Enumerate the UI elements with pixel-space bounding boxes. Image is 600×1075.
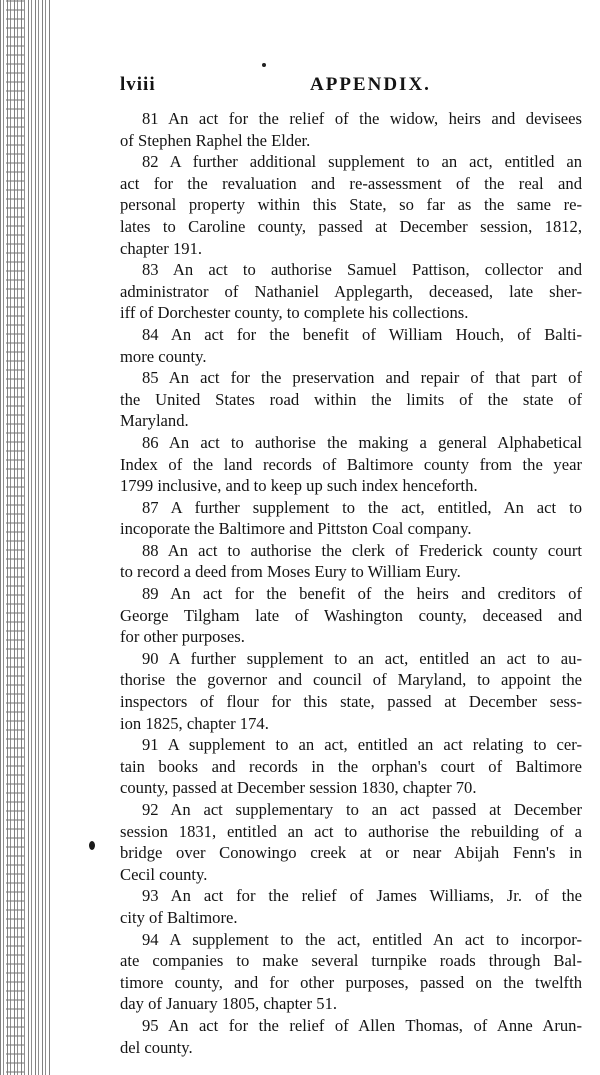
entry-line: 81 An act for the relief of the widow, heirs and devisees: [142, 109, 582, 128]
appendix-entry: [120, 583, 582, 648]
entry-line: county, passed at December session 1830, chapter 70.: [120, 778, 477, 798]
entry-line: city of Baltimore.: [120, 907, 238, 927]
binding-edge: [0, 0, 52, 1075]
entry-line: 85 An act for the preservation and repair of that part of: [142, 368, 582, 388]
entry-line: iff of Dorchester county, to complete his collections.: [120, 303, 469, 323]
entry-line: session 1831, entitled an act to authorise the rebuilding of a: [120, 821, 582, 841]
appendix-entry: [120, 432, 582, 497]
entry-line: 92 An act supplementary to an act passed at December: [142, 800, 582, 819]
entry-line: of Stephen Raphel the Elder.: [120, 130, 311, 150]
entry-line: timore county, and for other purposes, passed on the twelfth: [120, 972, 582, 992]
appendix-entry: [120, 734, 582, 799]
entry-line: Index of the land records of Baltimore county from the year: [120, 454, 582, 474]
entry-line: to record a deed from Moses Eury to William Eury.: [120, 562, 461, 582]
entry-line: 1799 inclusive, and to keep up such index henceforth.: [120, 476, 478, 496]
appendix-entry: [120, 1015, 582, 1058]
running-title: APPENDIX.: [310, 74, 431, 95]
appendix-entry: [120, 324, 582, 367]
entry-line: day of January 1805, chapter 51.: [120, 994, 338, 1014]
entry-line: for other purposes.: [120, 627, 245, 647]
appendix-entry: [120, 108, 582, 151]
entry-line: thorise the governor and council of Maryland, to appoint the: [120, 670, 582, 690]
entry-line: Maryland.: [120, 411, 189, 431]
entry-line: 88 An act to authorise the clerk of Frederick county court: [142, 540, 582, 560]
entry-line: 93 An act for the relief of James Williams, Jr. of the: [142, 886, 582, 906]
entry-line: lates to Caroline county, passed at December session, 1812,: [120, 216, 582, 236]
appendix-entry: [120, 648, 582, 734]
appendix-entry: [120, 540, 582, 583]
entry-line: 90 A further supplement to an act, entitled an act to au-: [142, 648, 582, 668]
appendix-entries: [120, 108, 582, 1058]
entry-line: inspectors of flour for this state, passed at December sess-: [120, 692, 582, 712]
entry-line: the United States road within the limits of the state of: [120, 389, 582, 409]
entry-line: del county.: [120, 1037, 193, 1057]
entry-line: administrator of Nathaniel Applegarth, deceased, late sher-: [120, 281, 582, 301]
entry-line: tain books and records in the orphan's court of Baltimore: [120, 756, 582, 776]
entry-line: Cecil county.: [120, 864, 208, 884]
entry-line: 95 An act for the relief of Allen Thomas, of Anne Arun-: [142, 1015, 582, 1035]
page-header: [120, 74, 580, 98]
appendix-entry: [120, 367, 582, 432]
entry-line: 83 An act to authorise Samuel Pattison, collector and: [142, 260, 582, 280]
entry-line: 94 A supplement to the act, entitled An act to incorpor-: [142, 929, 582, 949]
entry-line: incoporate the Baltimore and Pittston Coal company.: [120, 519, 472, 539]
entry-line: 82 A further additional supplement to an act, entitled an: [142, 152, 582, 172]
appendix-entry: [120, 151, 582, 259]
entry-line: 86 An act to authorise the making a general Alphabetical: [142, 432, 582, 452]
entry-line: 91 A supplement to an act, entitled an act relating to cer-: [142, 735, 582, 755]
entry-line: 84 An act for the benefit of William Houch, of Balti-: [142, 324, 582, 344]
entry-line: bridge over Conowingo creek at or near Abijah Fenn's in: [120, 843, 582, 863]
ink-speck: [262, 63, 266, 67]
entry-line: 89 An act for the benefit of the heirs and creditors of: [142, 584, 582, 604]
entry-line: George Tilgham late of Washington county, deceased and: [120, 605, 582, 625]
appendix-entry: [120, 929, 582, 1015]
appendix-entry: [120, 799, 582, 885]
entry-line: ion 1825, chapter 174.: [120, 713, 269, 733]
appendix-entry: [120, 885, 582, 928]
entry-line: more county.: [120, 346, 207, 366]
appendix-entry: [120, 259, 582, 324]
page-number: lviii: [120, 74, 156, 95]
entry-line: act for the revaluation and re-assessment of the real and: [120, 173, 582, 193]
entry-line: ate companies to make several turnpike roads through Bal-: [120, 951, 582, 971]
margin-ink-mark: [89, 841, 95, 850]
entry-line: personal property within this State, so far as the same re-: [120, 195, 582, 215]
entry-line: 87 A further supplement to the act, entitled, An act to: [142, 497, 582, 517]
entry-line: chapter 191.: [120, 238, 203, 258]
appendix-entry: [120, 497, 582, 540]
